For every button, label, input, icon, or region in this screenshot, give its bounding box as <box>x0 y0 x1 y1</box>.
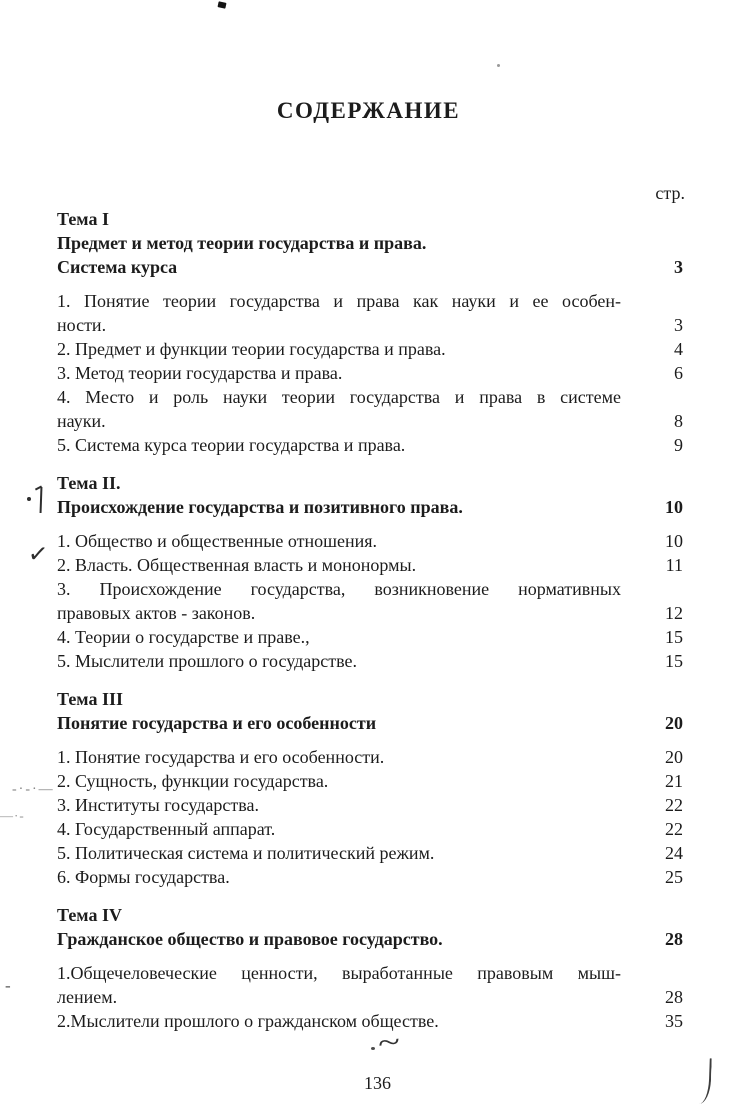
toc-entry-text: 1. Понятие теории государства и права как науки и ее особен- <box>57 291 621 311</box>
section-title-line: Гражданское общество и правовое государство. <box>57 929 443 949</box>
handwritten-checkmark: ✓ <box>26 539 50 569</box>
toc-entry <box>57 553 683 577</box>
page-footer <box>0 1071 737 1095</box>
pencil-dot-mark <box>27 497 31 501</box>
handwritten-tilde-mark: ~ <box>376 1024 402 1061</box>
toc-entry-text: 4. Государственный аппарат. <box>57 819 276 839</box>
toc-entry-page-number: 22 <box>665 819 683 839</box>
toc-entry-text: 1. Общество и общественные отношения. <box>57 531 378 551</box>
footer-page-number: 136 <box>364 1073 391 1093</box>
section-title-row <box>57 255 683 279</box>
toc-entry-text: 2.Мыслители прошлого о гражданском обществе. <box>57 1011 439 1031</box>
toc-entry-text: 3. Происхождение государства, возникновение нормативных <box>57 579 621 599</box>
toc-entry-text: 1. Понятие государства и его особенности. <box>57 747 385 767</box>
toc-entry-page-number: 3 <box>674 315 683 335</box>
page-column-header-label: стр. <box>655 183 685 203</box>
toc-entry-text: 5. Мыслители прошлого о государстве. <box>57 651 357 671</box>
section-title-line: Предмет и метод теории государства и права. <box>57 233 427 253</box>
toc-entry <box>57 577 683 625</box>
toc-entry-text: 5. Система курса теории государства и права. <box>57 435 406 455</box>
toc-entry <box>57 817 683 841</box>
toc-entry-page-number: 21 <box>665 771 683 791</box>
toc-content <box>57 207 683 1033</box>
pencil-stroke-mark <box>40 487 43 513</box>
section-items <box>57 961 683 1033</box>
toc-entry <box>57 1009 683 1033</box>
toc-entry <box>57 625 683 649</box>
section-title-row <box>57 495 683 519</box>
toc-entry-page-number: 4 <box>674 339 683 359</box>
section-theme-label: Тема I <box>57 209 109 229</box>
toc-entry-text: 1.Общечеловеческие ценности, выработанные правовым мыш- <box>57 963 621 983</box>
section-title-row <box>57 927 683 951</box>
toc-entry <box>57 961 683 1009</box>
section-page-number: 10 <box>665 497 683 517</box>
toc-section-2 <box>57 471 683 673</box>
section-items <box>57 745 683 889</box>
toc-entry-page-number: 15 <box>665 627 683 647</box>
toc-entry-page-number: 35 <box>665 1011 683 1031</box>
toc-entry <box>57 865 683 889</box>
toc-section-1 <box>57 207 683 457</box>
toc-entry-text: 6. Формы государства. <box>57 867 230 887</box>
toc-entry <box>57 385 683 433</box>
toc-entry-text: 2. Сущность, функции государства. <box>57 771 329 791</box>
toc-entry-page-number: 15 <box>665 651 683 671</box>
toc-section-4 <box>57 903 683 1033</box>
page-column-header <box>0 181 685 205</box>
toc-entry-text: науки. <box>57 411 106 431</box>
toc-entry-page-number: 8 <box>674 411 683 431</box>
toc-entry-page-number: 24 <box>665 843 683 863</box>
page-title: СОДЕРЖАНИЕ <box>276 98 461 123</box>
toc-entry <box>57 769 683 793</box>
section-title-row <box>57 711 683 735</box>
toc-entry-page-number: 25 <box>665 867 683 887</box>
toc-entry-text: 3. Институты государства. <box>57 795 259 815</box>
toc-entry <box>57 433 683 457</box>
section-theme-label: Тема III <box>57 689 123 709</box>
section-title-line: Понятие государства и его особенности <box>57 713 377 733</box>
toc-entry-page-number: 11 <box>665 555 683 575</box>
section-theme-label: Тема IV <box>57 905 122 925</box>
section-theme-label: Тема II. <box>57 473 121 493</box>
toc-entry-text: 2. Власть. Общественная власть и мононормы. <box>57 555 417 575</box>
toc-entry-page-number: 9 <box>674 435 683 455</box>
toc-entry-page-number: 28 <box>665 987 683 1007</box>
toc-entry-page-number: 6 <box>674 363 683 383</box>
toc-entry <box>57 649 683 673</box>
toc-entry <box>57 361 683 385</box>
toc-entry-page-number: 22 <box>665 795 683 815</box>
toc-entry-text: 4. Теории о государстве и праве., <box>57 627 310 647</box>
pencil-dash-mark: —·- <box>0 808 25 823</box>
toc-entry <box>57 745 683 769</box>
section-page-number: 3 <box>674 257 683 277</box>
pencil-stroke-mark <box>35 485 42 490</box>
section-page-number: 28 <box>665 929 683 949</box>
toc-entry <box>57 841 683 865</box>
section-page-number: 20 <box>665 713 683 733</box>
toc-entry <box>57 529 683 553</box>
toc-entry-text: 4. Место и роль науки теории государства и права в системе <box>57 387 621 407</box>
toc-section-3 <box>57 687 683 889</box>
toc-entry-text: лением. <box>57 987 118 1007</box>
scan-speck <box>371 1047 375 1050</box>
section-items <box>57 289 683 457</box>
section-title-line: Система курса <box>57 257 178 277</box>
section-items <box>57 529 683 673</box>
pencil-dash-mark: - <box>5 976 11 995</box>
section-title-line: Происхождение государства и позитивного права. <box>57 497 463 517</box>
pencil-dash-mark: -·-·— <box>12 782 55 797</box>
toc-entry-text: ности. <box>57 315 107 335</box>
toc-entry-page-number: 10 <box>665 531 683 551</box>
toc-entry-text: правовых актов - законов. <box>57 603 256 623</box>
toc-entry <box>57 793 683 817</box>
toc-entry-text: 5. Политическая система и политический режим. <box>57 843 435 863</box>
toc-entry-text: 3. Метод теории государства и права. <box>57 363 343 383</box>
toc-entry-page-number: 20 <box>665 747 683 767</box>
toc-entry-page-number: 12 <box>665 603 683 623</box>
toc-entry-text: 2. Предмет и функции теории государства и права. <box>57 339 446 359</box>
toc-entry <box>57 289 683 337</box>
toc-entry <box>57 337 683 361</box>
